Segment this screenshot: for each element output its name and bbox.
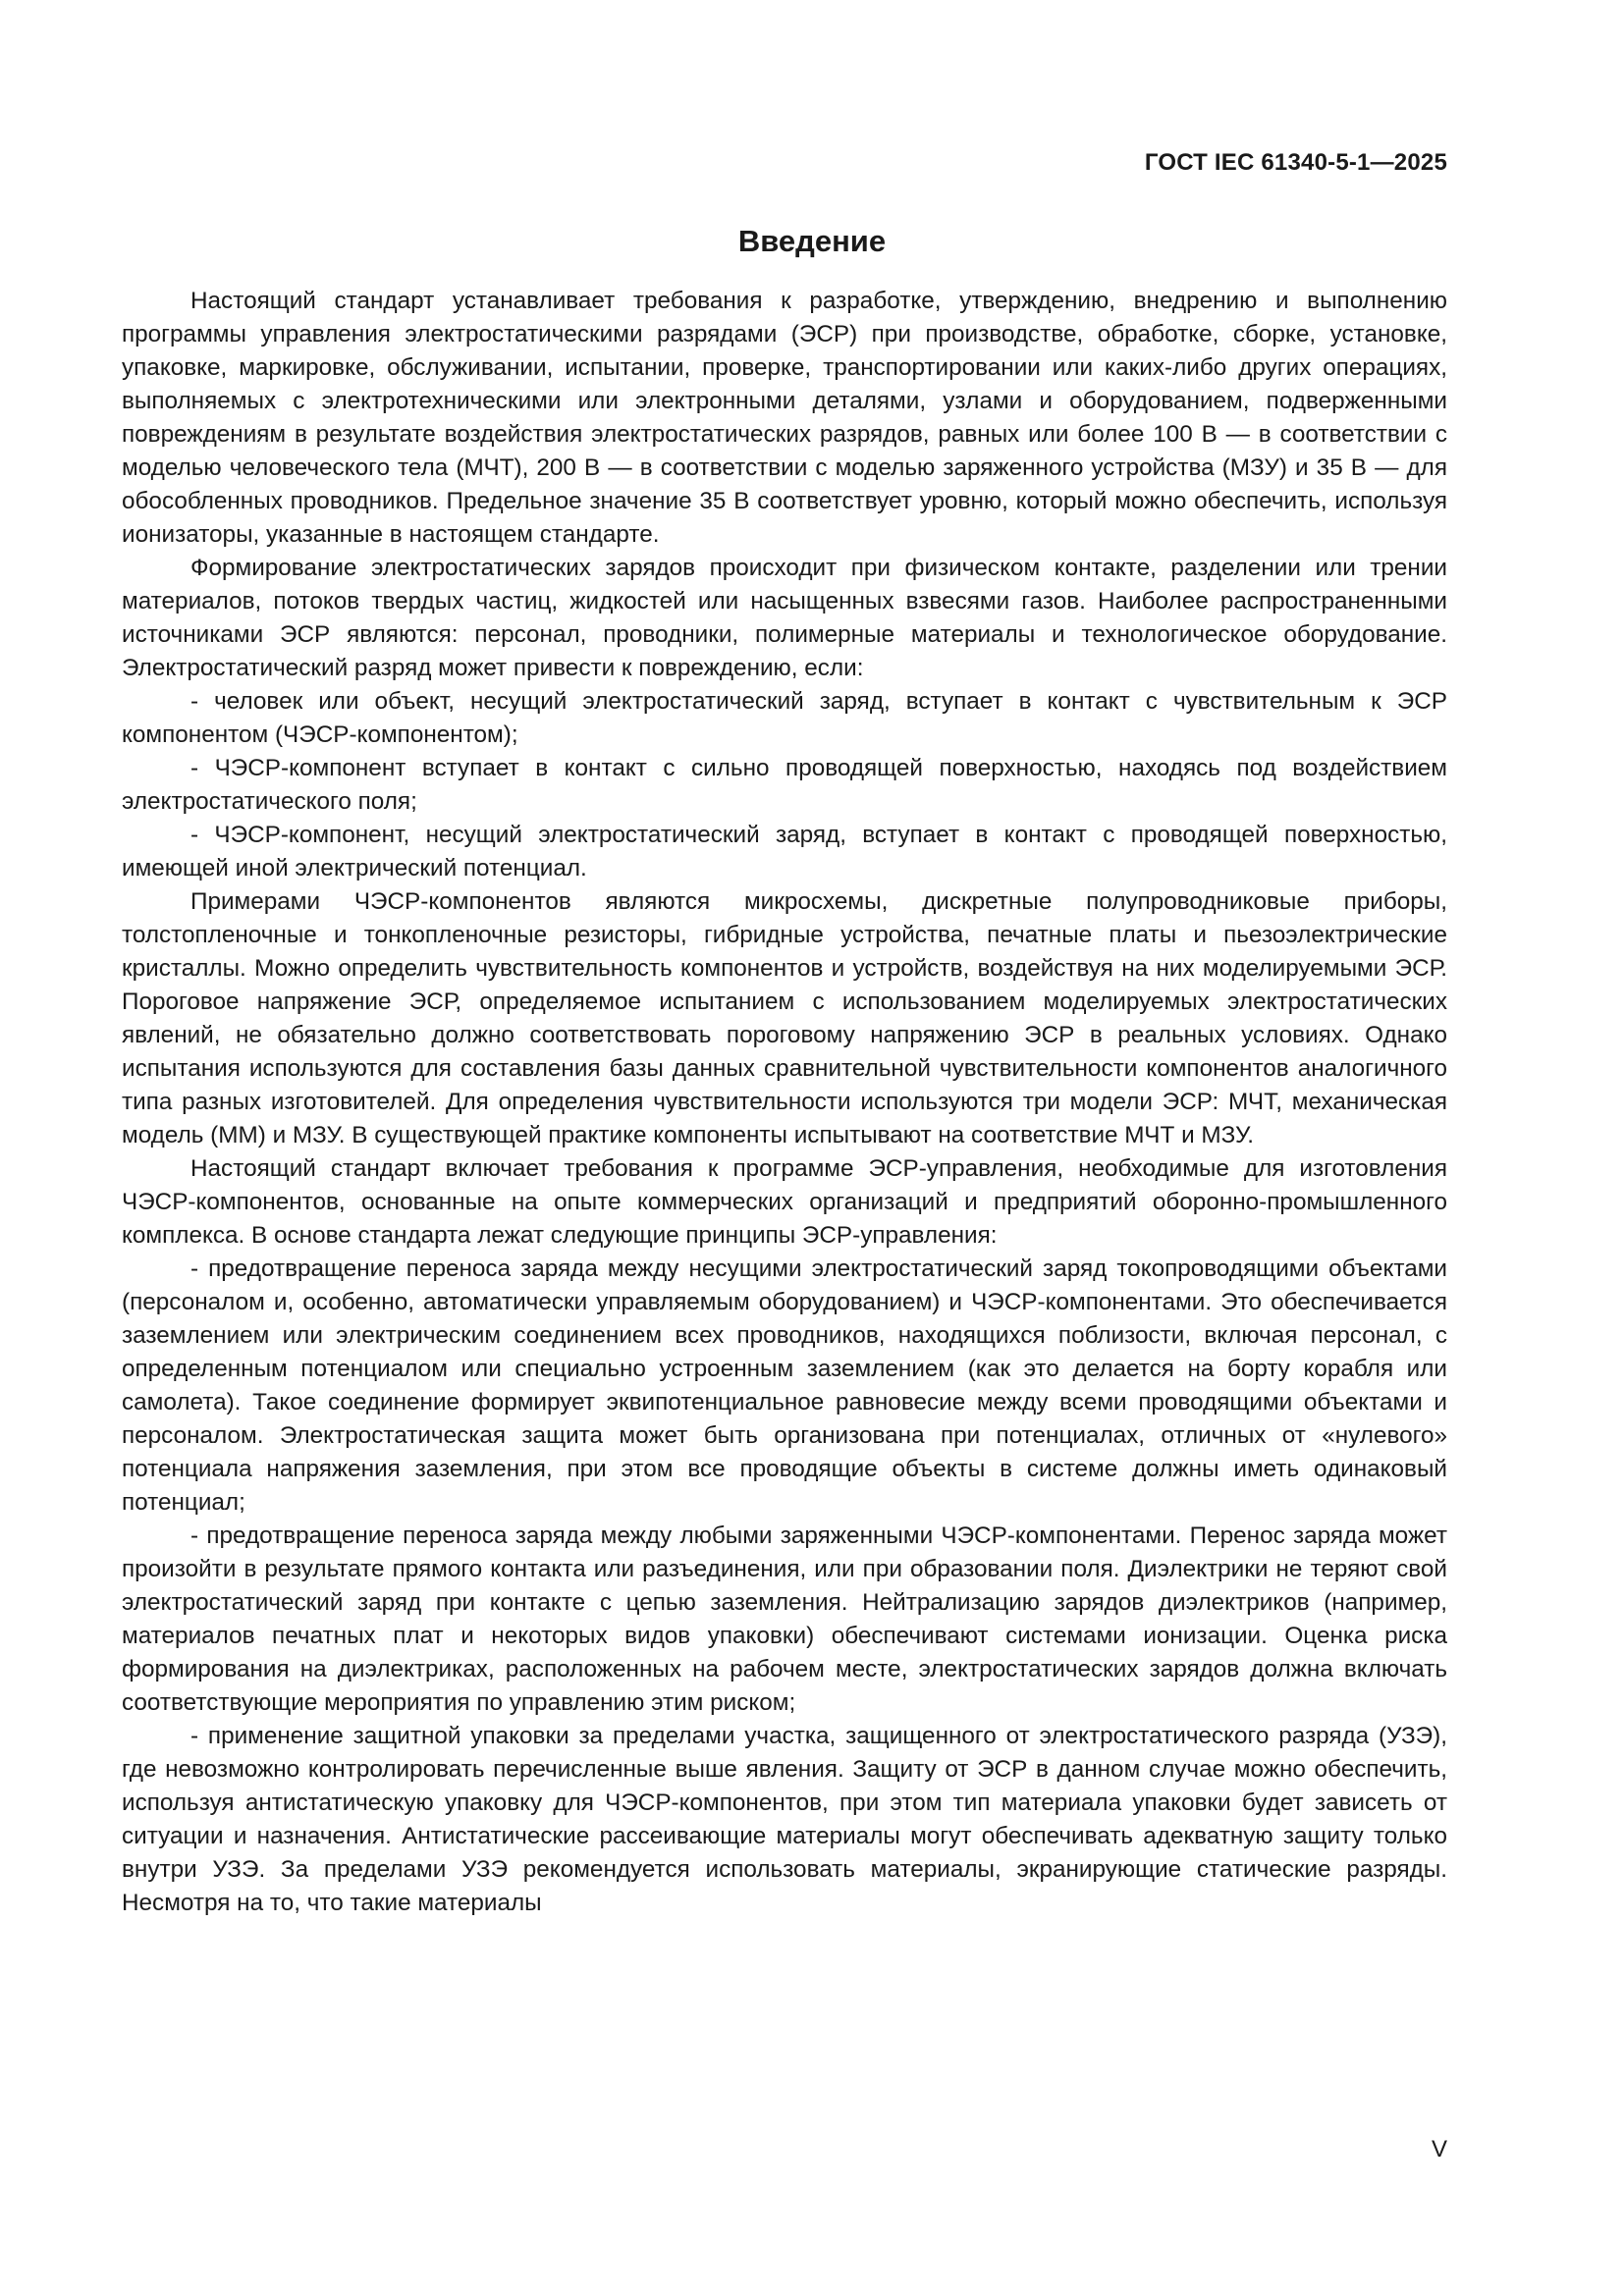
list-item: - предотвращение переноса заряда между несущими электростатический заряд токопроводящими объектами (персоналом и, особенно, автоматически управляемым оборудованием) и ЧЭСР-компонентами. Это обеспечивается заземлением или электрическим соединением всех проводников, находящихся поблизости, включая персонал, с определенным потенциалом или специально устроенным заземлением (как это делается на борту корабля или самолета). Такое соединение формирует эквипотенциальное равновесие между всеми проводящими объектами и персоналом. Электростатическая защита может быть организована при потенциалах, отличных от «нулевого» потенциала напряжения заземления, при этом все проводящие объекты в системе должны иметь одинаковый потенциал; bbox=[122, 1255, 1447, 1516]
list-item: - человек или объект, несущий электростатический заряд, вступает в контакт с чувствительным к ЭСР компонентом (ЧЭСР-компонентом); bbox=[122, 688, 1447, 748]
paragraph: Настоящий стандарт устанавливает требования к разработке, утверждению, внедрению и выполнению программы управления электростатическими разрядами (ЭСР) при производстве, обработке, сборке, установке, упаковке, маркировке, обслуживании, испытании, проверке, транспортировании или каких-либо других операциях, выполняемых с электротехническими или электронными деталями, узлами и оборудованием, подверженными повреждениям в результате воздействия электростатических разрядов, равных или более 100 В — в соответствии с моделью человеческого тела (МЧТ), 200 В — в соответствии с моделью заряженного устройства (МЗУ) и 35 В — для обособленных проводников. Предельное значение 35 В соответствует уровню, который можно обеспечить, используя ионизаторы, указанные в настоящем стандарте. bbox=[122, 288, 1447, 548]
list-item: - ЧЭСР-компонент, несущий электростатический заряд, вступает в контакт с проводящей поверхностью, имеющей иной электрический потенциал. bbox=[122, 822, 1447, 881]
page-number: V bbox=[1431, 2136, 1447, 2163]
paragraph: Формирование электростатических зарядов происходит при физическом контакте, разделении или трении материалов, потоков твердых частиц, жидкостей или насыщенных взвесями газов. Наиболее распространенными источниками ЭСР являются: персонал, проводники, полимерные материалы и технологическое оборудование. Электростатический разряд может привести к повреждению, если: bbox=[122, 555, 1447, 681]
document-code-header: ГОСТ IEC 61340-5-1—2025 bbox=[1144, 149, 1447, 176]
list-item: - применение защитной упаковки за пределами участка, защищенного от электростатического разряда (УЗЭ), где невозможно контролировать перечисленные выше явления. Защиту от ЭСР в данном случае можно обеспечить, используя антистатическую упаковку для ЧЭСР-компонентов, при этом тип материала упаковки будет зависеть от ситуации и назначения. Антистатические рассеивающие материалы могут обеспечивать адекватную защиту только внутри УЗЭ. За пределами УЗЭ рекомендуется использовать материалы, экранирующие статические разряды. Несмотря на то, что такие материалы bbox=[122, 1723, 1447, 1916]
list-item: - ЧЭСР-компонент вступает в контакт с сильно проводящей поверхностью, находясь под воздействием электростатического поля; bbox=[122, 755, 1447, 815]
list-item: - предотвращение переноса заряда между любыми заряженными ЧЭСР-компонентами. Перенос заряда может произойти в результате прямого контакта или разъединения, или при образовании поля. Диэлектрики не теряют свой электростатический заряд при контакте с цепью заземления. Нейтрализацию зарядов диэлектриков (например, материалов печатных плат и некоторых видов упаковки) обеспечивают системами ионизации. Оценка риска формирования на диэлектриках, расположенных на рабочем месте, электростатических зарядов должна включать соответствующие мероприятия по управлению этим риском; bbox=[122, 1522, 1447, 1716]
body-text bbox=[122, 285, 1447, 1920]
paragraph: Примерами ЧЭСР-компонентов являются микросхемы, дискретные полупроводниковые приборы, толстопленочные и тонкопленочные резисторы, гибридные устройства, печатные платы и пьезоэлектрические кристаллы. Можно определить чувствительность компонентов и устройств, воздействуя на них моделируемыми ЭСР. Пороговое напряжение ЭСР, определяемое испытанием с использованием моделируемых электростатических явлений, не обязательно должно соответствовать пороговому напряжению ЭСР в реальных условиях. Однако испытания используются для составления базы данных сравнительной чувствительности компонентов аналогичного типа разных изготовителей. Для определения чувствительности используются три модели ЭСР: МЧТ, механическая модель (ММ) и МЗУ. В существующей практике компоненты испытывают на соответствие МЧТ и МЗУ. bbox=[122, 888, 1447, 1148]
paragraph: Настоящий стандарт включает требования к программе ЭСР-управления, необходимые для изготовления ЧЭСР-компонентов, основанные на опыте коммерческих организаций и предприятий оборонно-промышленного комплекса. В основе стандарта лежат следующие принципы ЭСР-управления: bbox=[122, 1155, 1447, 1249]
section-title: Введение bbox=[737, 224, 887, 258]
